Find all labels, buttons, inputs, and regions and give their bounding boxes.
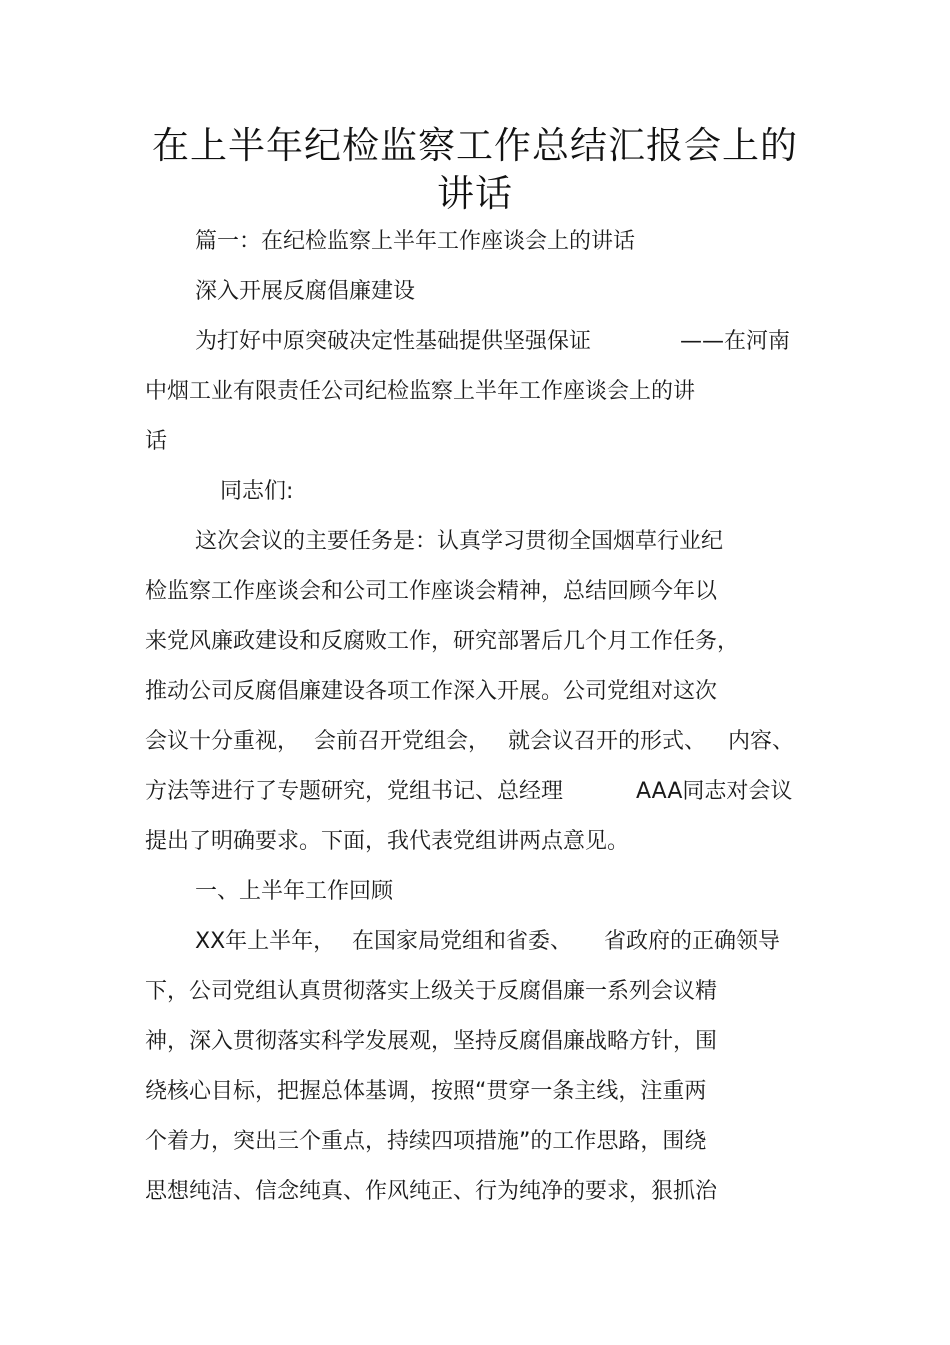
section-1-heading: 一、上半年工作回顾 bbox=[195, 879, 394, 904]
paragraph-1-line-4: 推动公司反腐倡廉建设各项工作深入开展。公司党组对这次 bbox=[145, 679, 718, 704]
paragraph-1-line-1: 这次会议的主要任务是：认真学习贯彻全国烟草行业纪 bbox=[195, 529, 724, 554]
chapter-heading: 篇一：在纪检监察上半年工作座谈会上的讲话 bbox=[195, 229, 636, 254]
paragraph-2-line-2: 下，公司党组认真贯彻落实上级关于反腐倡廉一系列会议精 bbox=[145, 979, 718, 1004]
paragraph-1-line-5c: 就会议召开的形式、 bbox=[508, 729, 707, 754]
paragraph-2-line-1a: XX年上半年， bbox=[195, 929, 336, 954]
document-title-line-1: 在上半年纪检监察工作总结汇报会上的 bbox=[152, 124, 798, 167]
subtitle-line-1: 深入开展反腐倡廉建设 bbox=[195, 279, 416, 304]
paragraph-2-line-6: 思想纯洁、信念纯真、作风纯正、行为纯净的要求，狠抓治 bbox=[145, 1179, 718, 1204]
paragraph-1-line-5d: 内容、 bbox=[728, 729, 795, 754]
paragraph-2-line-5: 个着力，突出三个重点，持续四项措施”的工作思路，围绕 bbox=[145, 1129, 707, 1154]
subtitle-line-3: 话 bbox=[145, 429, 168, 454]
paragraph-2-line-1b: 在国家局党组和省委、 bbox=[352, 929, 573, 954]
paragraph-2-line-3: 神，深入贯彻落实科学发展观，坚持反腐倡廉战略方针，围 bbox=[145, 1029, 718, 1054]
document-title-line-2: 讲话 bbox=[437, 172, 513, 215]
paragraph-1-line-5b: 会前召开党组会， bbox=[314, 729, 491, 754]
subtitle-line-2-continued: 中烟工业有限责任公司纪检监察上半年工作座谈会上的讲 bbox=[145, 379, 696, 404]
paragraph-1-line-6b: AAA同志对会议 bbox=[636, 779, 793, 804]
subtitle-line-2b: ——在河南 bbox=[680, 329, 791, 354]
paragraph-1-line-6a: 方法等进行了专题研究，党组书记、总经理 bbox=[145, 779, 564, 804]
paragraph-1-line-5a: 会议十分重视， bbox=[145, 729, 300, 754]
paragraph-1-line-7: 提出了明确要求。下面，我代表党组讲两点意见。 bbox=[145, 829, 630, 854]
paragraph-2-line-1c: 省政府的正确领导 bbox=[604, 929, 781, 954]
paragraph-2-line-4: 绕核心目标，把握总体基调，按照“贯穿一条主线，注重两 bbox=[145, 1079, 707, 1104]
greeting: 同志们: bbox=[220, 479, 294, 504]
subtitle-line-2a: 为打好中原突破决定性基础提供坚强保证 bbox=[195, 329, 592, 354]
paragraph-1-line-2: 检监察工作座谈会和公司工作座谈会精神，总结回顾今年以 bbox=[145, 579, 718, 604]
paragraph-1-line-3: 来党风廉政建设和反腐败工作，研究部署后几个月工作任务， bbox=[145, 629, 740, 654]
